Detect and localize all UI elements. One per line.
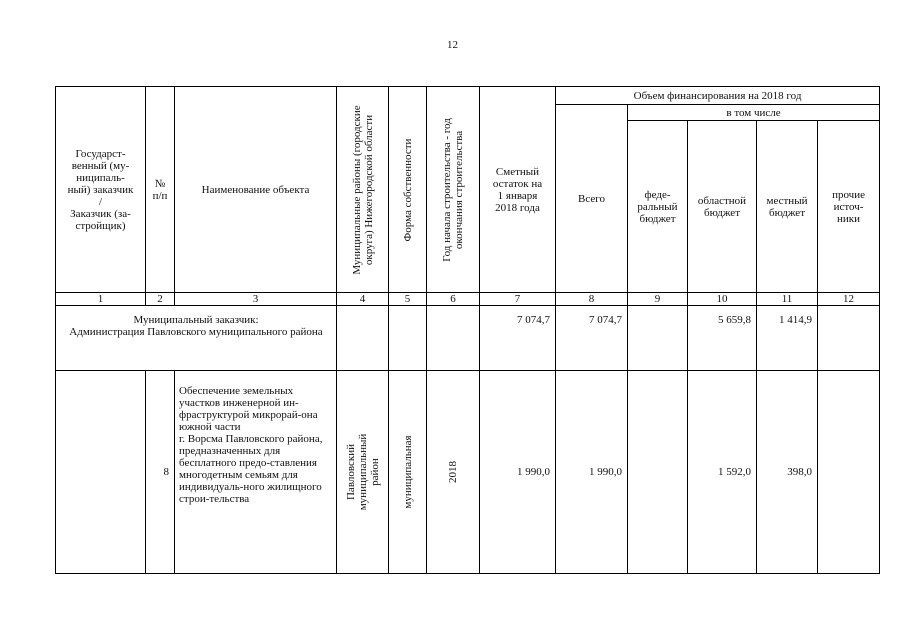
summary-local: 1 414,9: [757, 306, 818, 371]
object-num: 8: [146, 371, 175, 574]
object-local: 398,0: [757, 371, 818, 574]
header-including: в том числе: [628, 105, 880, 121]
header-regional: [688, 121, 757, 293]
column-number: 3: [175, 293, 337, 306]
header-federal-text: феде- ральный бюджет: [637, 188, 678, 225]
header-local-text: местный бюджет: [766, 194, 808, 219]
column-number: 7: [480, 293, 556, 306]
column-number: 2: [146, 293, 175, 306]
header-estimate-text: Сметный остаток на 1 января 2018 года: [492, 165, 543, 214]
object-ownership: [389, 371, 427, 574]
header-ownership-text: Форма собственности: [401, 138, 414, 241]
header-regional-text: областной бюджет: [697, 194, 747, 219]
header-customer: [56, 87, 146, 293]
column-number: 5: [389, 293, 427, 306]
header-num-text: № п/п: [152, 177, 168, 202]
funding-table: [55, 86, 880, 574]
summary-label-text: Муниципальный заказчик: Администрация Павловского муниципального района: [69, 314, 323, 338]
object-name-text: Обеспечение земельных участков инженерной ин-фраструктурой микрорай-она южной части г. Ворсма Павловского района, предназначенных для бесплатного предо-ставления многодетным семьям для индивидуаль-ного жилищного строи-тельства: [179, 385, 323, 505]
object-district: [337, 371, 389, 574]
object-row: [56, 371, 880, 574]
header-ownership: [389, 87, 427, 293]
object-total: 1 990,0: [556, 371, 628, 574]
header-funding: Объем финансирования на 2018 год: [556, 87, 880, 105]
header-districts: [337, 87, 389, 293]
object-federal: [628, 371, 688, 574]
object-customer: [56, 371, 146, 574]
header-other-text: прочие источ- ники: [832, 188, 865, 225]
column-number: 12: [818, 293, 880, 306]
header-object-name: Наименование объекта: [175, 87, 337, 293]
column-number: 4: [337, 293, 389, 306]
object-years-text: 2018: [447, 461, 459, 483]
object-other: [818, 371, 880, 574]
column-number: 6: [427, 293, 480, 306]
object-district-text: Павловский муниципальный район: [344, 433, 381, 511]
object-name: [175, 371, 337, 574]
summary-federal: [628, 306, 688, 371]
summary-ownership: [389, 306, 427, 371]
header-years: [427, 87, 480, 293]
page-number: 12: [447, 39, 458, 51]
header-years-text: Год начала строительства - год окончания строительства: [441, 117, 465, 262]
header-districts-text: Муниципальные районы (городские округа) Нижегородской области: [350, 104, 375, 275]
column-number: 1: [56, 293, 146, 306]
summary-other: [818, 306, 880, 371]
object-years: [427, 371, 480, 574]
object-estimate: 1 990,0: [480, 371, 556, 574]
column-number: 11: [757, 293, 818, 306]
header-customer-text: Государст- венный (му- ниципаль- ный) заказчик / Заказчик (за- стройщик): [67, 147, 134, 232]
column-number: 8: [556, 293, 628, 306]
object-regional: 1 592,0: [688, 371, 757, 574]
header-total: Всего: [556, 105, 628, 293]
column-number: 10: [688, 293, 757, 306]
summary-district: [337, 306, 389, 371]
header-num: [146, 87, 175, 293]
summary-years: [427, 306, 480, 371]
header-federal: [628, 121, 688, 293]
summary-total: 7 074,7: [556, 306, 628, 371]
summary-estimate: 7 074,7: [480, 306, 556, 371]
column-number: 9: [628, 293, 688, 306]
object-ownership-text: муниципальная: [401, 435, 414, 509]
header-other: [818, 121, 880, 293]
summary-row: [56, 306, 880, 371]
summary-label: [56, 306, 337, 371]
column-number-row: [56, 293, 880, 306]
header-estimate: [480, 87, 556, 293]
summary-regional: 5 659,8: [688, 306, 757, 371]
header-local: [757, 121, 818, 293]
